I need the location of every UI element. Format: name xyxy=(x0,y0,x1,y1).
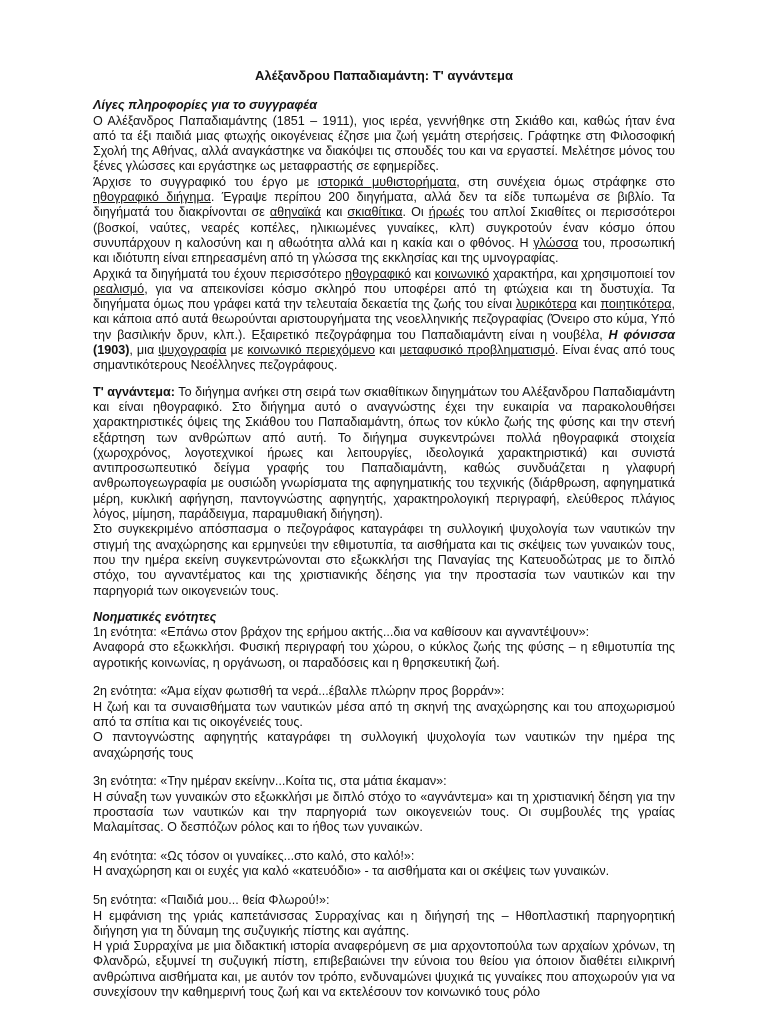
text-segment: και xyxy=(410,266,435,281)
unit-label: 2η ενότητα: «Άμα είχαν φωτισθή τα νερά...έβαλλε πλώρην προς βορράν»: xyxy=(93,684,505,699)
underlined-term: σκιαθίτικα xyxy=(347,205,403,220)
text-segment: Άρχισε το συγγραφικό του έργο με xyxy=(93,174,318,189)
text-segment: , στη συνέχεια όμως στράφηκε στο xyxy=(456,174,675,189)
underlined-term: ποιητικότερα xyxy=(600,297,672,312)
thematic-unit xyxy=(93,893,675,1000)
thematic-unit xyxy=(93,774,675,835)
story-intro-body xyxy=(93,385,675,599)
unit-description: Η αναχώρηση και οι ευχές για καλό «κατευόδιο» - τα αισθήματα και οι σκέψεις των γυναικών. xyxy=(93,864,610,879)
bold-text: Τ' αγνάντεμα: xyxy=(93,384,175,399)
text-segment: του, προσωπική και ιδιότυπη είναι επηρεασμένη από τη γλώσσα της εκκλησίας και της υμνογραφίας. xyxy=(93,235,675,266)
author-info-heading: Λίγες πληροφορίες για το συγγραφέα xyxy=(93,98,318,113)
unit-label: 5η ενότητα: «Παιδιά μου... θεία Φλωρού!»: xyxy=(93,893,330,908)
paragraph xyxy=(93,175,675,267)
underlined-term: μεταφυσικό προβληματισμό xyxy=(399,343,555,358)
underlined-term: ηθογραφικό διήγημα xyxy=(93,190,211,205)
underlined-term: αθηναϊκά xyxy=(269,205,321,220)
text-segment: , για να απεικονίσει κόσμο σκληρό που υποφέρει από τη φτώχεια και τη δυστυχία. Τα διηγήματα όμως που γράφει κατά την τελευταία δεκαετία της ζωής του είναι xyxy=(93,281,675,312)
underlined-term: ρεαλισμό xyxy=(93,281,145,296)
paragraph xyxy=(93,267,675,374)
text-segment: , μια xyxy=(129,343,159,358)
underlined-term: ήρωές xyxy=(428,205,465,220)
thematic-units-section xyxy=(93,610,675,1001)
story-intro-section xyxy=(93,385,675,599)
text-segment: του απλοί Σκιαθίτες οι περισσότεροι (βοσκοί, ναύτες, νεαρές κοπέλες, ηλικιωμένες γυναίκες, κλπ) συγκροτούν έναν κόσμο όπου συνυπάρχουν η καλοσύνη και η αθωότητα αλλά και η κακία και ο φθόνος. Η xyxy=(93,205,675,250)
text-segment: Στο συγκεκριμένο απόσπασμα ο πεζογράφος καταγράφει τη συλλογική ψυχολογία των ναυτικών την στιγμή της αναχώρησης και ερμηνεύει την εθιμοτυπία, τα αισθήματα και τις σκέψεις των γυναικών τους, που την ημέρα εκείνη συγκεντρώνονται στο εξωκκλήσι της Παναγίας της Κατευοδώτρας με το διπλό στόχο, του αγναντέματος και της χριστιανικής δέησης για την προστασία των ναυτικών και την παρηγοριά των οικογενειών τους. xyxy=(93,522,675,598)
unit-description: Η ζωή και τα συναισθήματα των ναυτικών μέσα από τη σκηνή της αναχώρησης και του αποχωρισμού από τα σπίτια και τις οικογένειές τους. xyxy=(93,699,675,730)
thematic-units-list xyxy=(93,625,675,1000)
thematic-units-heading: Νοηματικές ενότητες xyxy=(93,609,217,624)
author-info-section xyxy=(93,98,675,373)
underlined-term: ψυχογραφία xyxy=(158,343,227,358)
text-segment: . Έγραψε περίπου 200 διηγήματα, αλλά δεν τα είδε τυπωμένα σε βιβλίο. Τα διηγήματά του διακρίνονται σε xyxy=(93,190,676,220)
underlined-term: ηθογραφικό xyxy=(345,266,411,281)
text-segment: Αρχικά τα διηγήματά του έχουν περισσότερο xyxy=(93,266,346,281)
text-segment: και xyxy=(576,297,601,312)
bold-italic-title: Η φόνισσα xyxy=(608,327,675,342)
text-segment: . Οι xyxy=(402,205,429,220)
underlined-term: γλώσσα xyxy=(533,235,579,250)
document-title: Αλέξανδρου Παπαδιαμάντη: Τ' αγνάντεμα xyxy=(255,68,513,83)
text-segment: και xyxy=(321,205,348,220)
thematic-unit xyxy=(93,625,675,671)
bold-text: (1903) xyxy=(93,343,130,358)
underlined-term: κοινωνικό xyxy=(434,266,490,281)
text-segment: χαρακτήρα, και χρησιμοποιεί τον xyxy=(489,266,675,281)
text-segment: με xyxy=(226,343,248,358)
text-segment: . Είναι ένας από τους σημαντικότερους Νεοέλληνες πεζογράφους. xyxy=(93,343,675,373)
text-segment: και xyxy=(375,343,400,358)
unit-description: Η γριά Συρραχίνα με μια διδακτική ιστορία αναφερόμενη σε μια αρχοντοπούλα των αρχαίων χρόνων, τη Φλανδρώ, εξυμνεί τη συζυγική πίστη, επιβεβαιώνει την εύνοια του θείου για όποιον διαθέτει ειλικρινή ανθρώπινα αισθήματα και, με αυτόν τον τρόπο, ενδυναμώνει ψυχικά τις γυναίκες που αποχωρούν για να συνεχίσουν την καθημερινή τους ζωή και να εκτελέσουν τον κοινωνικό τους ρόλο xyxy=(93,939,675,1000)
thematic-unit xyxy=(93,849,675,880)
text-segment: Το διήγημα ανήκει στη σειρά των σκιαθίτικων διηγημάτων του Αλέξανδρου Παπαδιαμάντη και είναι ηθογραφικό. Στο διήγημα αυτό ο αναγνώστης έχει την ευκαιρία να παρακολουθήσει χαρακτηριστικές όψεις της Σκιάθου του Παπαδιαμάντη, όπως τον κύκλο ζωής της φύσης και την στενή εξάρτηση των ανθρώπων από αυτή. Το διήγημα συγκεντρώνει πολλά ηθογραφικά στοιχεία (χωροχρόνος, λογοτεχνικοί ήρωες και λειτουργίες, ιδεολογικά χαρακτηριστικά) και συνιστά αντιπροσωπευτικό δείγμα γραφής του Παπαδιαμάντη, καθώς συνδυάζεται η γλαφυρή ανθρωπογεωγραφία με ουσιώδη γνωρίσματα της αφηγηματικής του τεχνικής (διάρθρωση, αφηγηματικά μέρη, κυκλική αφήγηση, παντογνώστης αφηγητής, χαρακτηρολογική περιγραφή, ελεύθερος πλάγιος λόγος, μίμηση, παράδειγμα, παραμυθιακή διήγηση). xyxy=(93,384,675,522)
text-segment: , και κάποια από αυτά θεωρούνται αριστουργήματα της νεοελληνικής πεζογραφίας (Όνειρο στο κύμα, Υπό την βασιλικήν δρυν, κλπ.). Εξαιρετικό πεζογράφημα του Παπαδιαμάντη είναι η νουβέλα, xyxy=(93,297,675,342)
unit-description: Η εμφάνιση της γριάς καπετάνισσας Συρραχίνας και η διήγησή της – Ηθοπλαστική παρηγορητική διήγηση για τη δύναμη της συζυγικής πίστης και αγάπης. xyxy=(93,908,675,938)
author-info-body xyxy=(93,114,675,374)
paragraph xyxy=(93,385,675,523)
unit-description: Ο παντογνώστης αφηγητής καταγράφει τη συλλογική ψυχολογία των ναυτικών την ημέρα της αναχώρησής τους xyxy=(93,730,675,760)
paragraph xyxy=(93,114,675,175)
paragraph xyxy=(93,522,675,598)
unit-description: Αναφορά στο εξωκκλήσι. Φυσική περιγραφή του χώρου, ο κύκλος ζωής της φύσης – η εθιμοτυπία της αγροτικής κοινωνίας, η οργάνωση, οι παραδόσεις και η θρησκευτική ζωή. xyxy=(93,640,675,670)
underlined-term: λυρικότερα xyxy=(515,297,577,312)
thematic-unit xyxy=(93,684,675,760)
unit-description: Η σύναξη των γυναικών στο εξωκκλήσι με διπλό στόχο το «αγνάντεμα» και τη χριστιανική δέηση για την προστασία των ναυτικών και την παρηγοριά των οικογενειών τους. Οι συμβουλές της γραίας Μαλαμίτσας. Ο δεσπόζων ρόλος και το ήθος των γυναικών. xyxy=(93,789,675,835)
underlined-term: κοινωνικό περιεχόμενο xyxy=(247,343,376,358)
underlined-term: ιστορικά μυθιστορήματα xyxy=(317,174,457,189)
unit-label: 1η ενότητα: «Επάνω στον βράχον της ερήμου ακτής...δια να καθίσουν και αγναντέψουν»: xyxy=(93,625,590,640)
unit-label: 3η ενότητα: «Την ημέραν εκείνην...Κοίτα τις, στα μάτια έκαμαν»: xyxy=(93,774,447,789)
unit-label: 4η ενότητα: «Ως τόσον οι γυναίκες...στο καλό, στο καλό!»: xyxy=(93,849,415,864)
text-segment: Ο Αλέξανδρος Παπαδιαμάντης (1851 – 1911), γιος ιερέα, γεννήθηκε στη Σκιάθο και, καθώς ήταν ένα από τα έξι παιδιά μιας φτωχής οικογένειας έζησε μια ζωή γεμάτη στερήσεις. Γράφτηκε στη Φιλοσοφική Σχολή της Αθήνας, αλλά αναγκάστηκε να διακόψει τις σπουδές του και να εργαστεί. Μελέτησε μόνος του ξένες γλώσσες και εργάστηκε ως μεταφραστής σε εφημερίδες. xyxy=(93,113,675,174)
